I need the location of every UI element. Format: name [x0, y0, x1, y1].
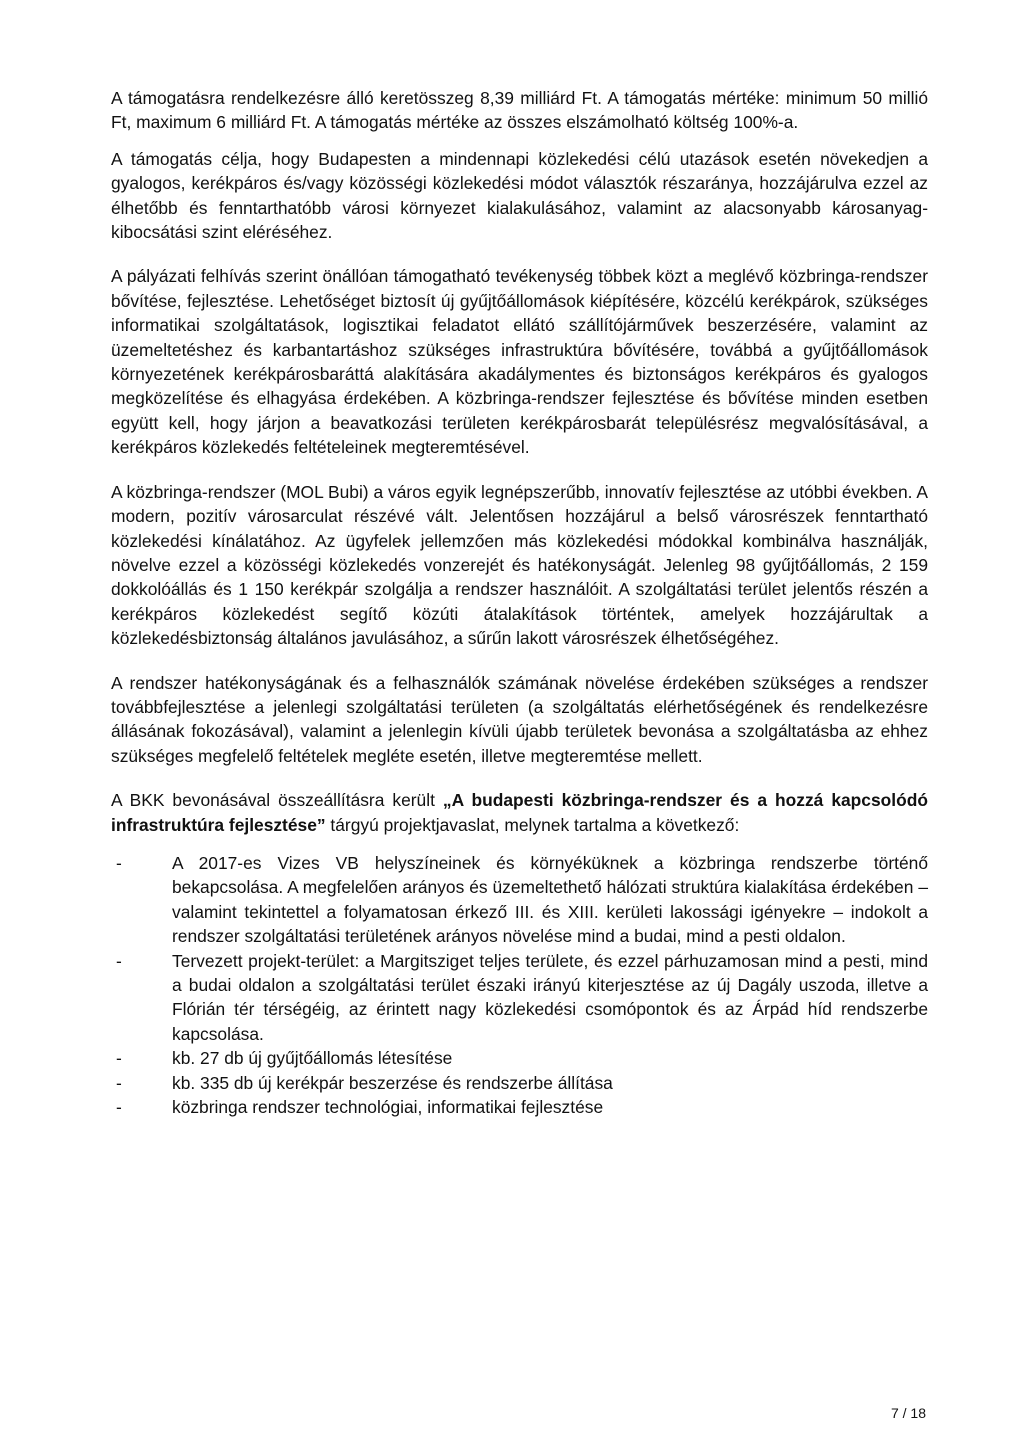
- list-item: - A 2017-es Vizes VB helyszíneinek és környéküknek a közbringa rendszerbe történő bekapcsolása. A megfelelően arányos és üzemeltethető hálózati struktúra kialakítása érdekében – valamint tekintettel a folyamatosan érkező III. és XIII. kerületi lakossági igényekre – indokolt a rendszer szolgáltatási területének arányos növelése mind a budai, mind a pesti oldalon.: [111, 851, 928, 949]
- paragraph-eligible-activities: A pályázati felhívás szerint önállóan támogatható tevékenység többek közt a meglévő közbringa-rendszer bővítése, fejlesztése. Lehetőséget biztosít új gyűjtőállomások kiépítésére, közcélú kerékpárok, szükséges informatikai szolgáltatások, logisztikai feladatot ellátó szállítójárművek beszerzésére, valamint az üzemeltetéshez és karbantartáshoz szükséges infrastruktúra bővítésére, továbbá a gyűjtőállomások környezetének kerékpárosbaráttá alakítására akadálymentes és biztonságos kerékpáros és gyalogos megközelítése és elhagyása érdekében. A közbringa-rendszer fejlesztése és bővítése minden esetben együtt kell, hogy járjon a beavatkozási területen kerékpárosbarát településrész megvalósításával, a kerékpáros közlekedés feltételeinek megteremtésével.: [111, 266, 928, 458]
- paragraph-project-intro: [111, 788, 928, 837]
- paragraph-mol-bubi: A közbringa-rendszer (MOL Bubi) a város egyik legnépszerűbb, innovatív fejlesztése az utóbbi években. A modern, pozitív városarculat részévé vált. Jelentősen hozzájárul a belső városrészek fenntartható közlekedési kínálatához. Az ügyfelek jellemzően más közlekedési módokkal kombinálva használják, növelve ezzel a közösségi közlekedés vonzerejét és hatékonyságát. Jelenleg 98 gyűjtőállomás, 2 159 dokkolóállás és 1 150 kerékpár szolgálja a rendszer használóit. A szolgáltatási terület jelentős részén a kerékpáros közlekedést segítő közúti átalakítások történtek, amelyek hozzájárultak a közlekedésbiztonság általános javulásához, a sűrűn lakott városrészek élhetőségéhez.: [111, 481, 928, 649]
- intro-text-before: A BKK bevonásával összeállításra került: [111, 790, 443, 811]
- paragraph-goal: A támogatás célja, hogy Budapesten a mindennapi közlekedési célú utazások esetén növekedjen a gyalogos, kerékpáros és/vagy közösségi közlekedési módot választók részaránya, hozzájárulva ezzel az élhetőbb és fenntarthatóbb városi környezet kialakulásához, valamint az alacsonyabb károsanyag-kibocsátási szint eléréséhez.: [111, 148, 928, 243]
- page-number: 7 / 18: [890, 1405, 926, 1421]
- list-item: - közbringa rendszer technológiai, informatikai fejlesztése: [111, 1095, 928, 1119]
- document-body: [111, 86, 928, 1119]
- list-item: - kb. 335 db új kerékpár beszerzése és rendszerbe állítása: [111, 1071, 928, 1095]
- project-content-list: [111, 851, 928, 1119]
- paragraph-budget: A támogatásra rendelkezésre álló keretösszeg 8,39 milliárd Ft. A támogatás mértéke: minimum 50 millió Ft, maximum 6 milliárd Ft. A támogatás mértéke az összes elszámolható költség 100%-a.: [111, 88, 928, 133]
- intro-project-title: „A budapesti közbringa-rendszer és a hozzá kapcsolódó infrastruktúra fejlesztése”: [111, 790, 928, 835]
- intro-text-after: tárgyú projektjavaslat, melynek tartalma a következő:: [325, 814, 740, 835]
- list-item: - Tervezett projekt-terület: a Margitsziget teljes területe, és ezzel párhuzamosan mind a pesti, mind a budai oldalon a szolgáltatási terület északi irányú kiterjesztése az új Dagály uszoda, illetve a Flórián tér térségéig, az érintett nagy közlekedési csomópontok és az Árpád híd rendszerbe kapcsolása.: [111, 949, 928, 1047]
- paragraph-system-development: A rendszer hatékonyságának és a felhasználók számának növelése érdekében szükséges a rendszer továbbfejlesztése a jelenlegi szolgáltatási területen (a szolgáltatás elérhetőségének és rendelkezésre állásának fokozásával), valamint a jelenlegin kívüli újabb területek bevonása a szolgáltatásba az ehhez szükséges megfelelő feltételek megléte esetén, illetve megteremtése mellett.: [111, 672, 928, 766]
- list-item: - kb. 27 db új gyűjtőállomás létesítése: [111, 1046, 928, 1070]
